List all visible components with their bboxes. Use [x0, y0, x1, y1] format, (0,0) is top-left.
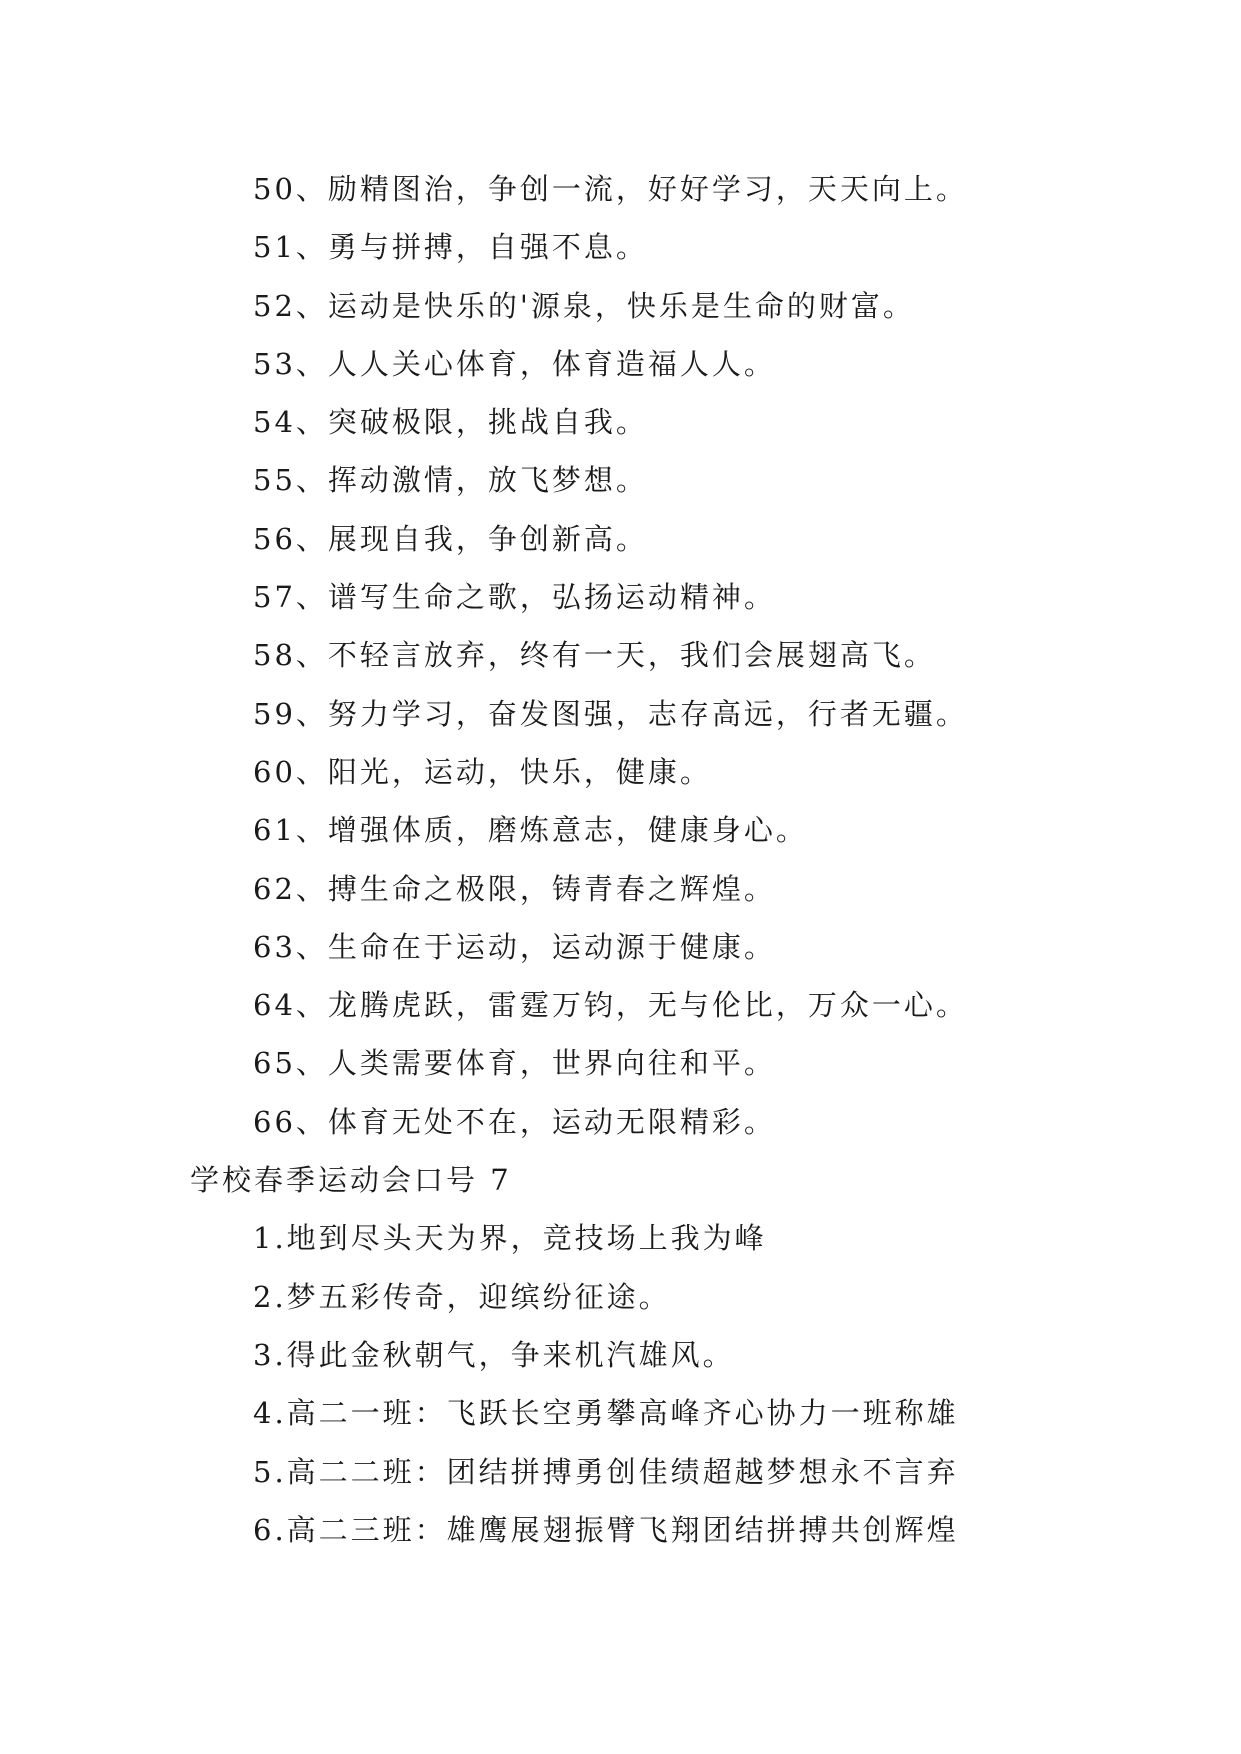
slogan-line: 58、不轻言放弃，终有一天，我们会展翅高飞。 — [253, 638, 936, 673]
slogan-line: 65、人类需要体育，世界向往和平。 — [253, 1046, 776, 1081]
slogan-line: 63、生命在于运动，运动源于健康。 — [253, 929, 776, 964]
slogan-line: 55、挥动激情，放飞梦想。 — [253, 463, 648, 498]
slogan-line: 52、运动是快乐的'源泉，快乐是生命的财富。 — [253, 288, 915, 323]
slogan-line: 4.高二一班：飞跃长空勇攀高峰齐心协力一班称雄 — [253, 1396, 959, 1431]
slogan-line: 51、勇与拼搏，自强不息。 — [253, 230, 648, 265]
section-heading: 学校春季运动会口号 7 — [190, 1163, 512, 1198]
slogan-line: 5.高二二班：团结拼搏勇创佳绩超越梦想永不言弃 — [253, 1454, 959, 1489]
slogan-line: 62、搏生命之极限，铸青春之辉煌。 — [253, 871, 776, 906]
slogan-line: 2.梦五彩传奇，迎缤纷征途。 — [253, 1279, 671, 1314]
slogan-line: 54、突破极限，挑战自我。 — [253, 405, 648, 440]
slogan-line: 50、励精图治，争创一流，好好学习，天天向上。 — [253, 172, 968, 206]
slogan-line: 3.得此金秋朝气，争来机汽雄风。 — [253, 1337, 735, 1372]
slogan-line: 61、增强体质，磨炼意志，健康身心。 — [253, 813, 808, 848]
slogan-line: 66、体育无处不在，运动无限精彩。 — [253, 1104, 776, 1139]
slogan-line: 59、努力学习，奋发图强，志存高远，行者无疆。 — [253, 696, 968, 731]
slogan-line: 60、阳光，运动，快乐，健康。 — [253, 754, 712, 789]
slogan-line: 53、人人关心体育，体育造福人人。 — [253, 346, 776, 381]
slogan-line: 6.高二三班：雄鹰展翅振臂飞翔团结拼搏共创辉煌 — [253, 1512, 959, 1547]
document-body — [0, 160, 1241, 1559]
slogan-line: 57、谱写生命之歌，弘扬运动精神。 — [253, 580, 776, 615]
slogan-line: 64、龙腾虎跃，雷霆万钧，无与伦比，万众一心。 — [253, 988, 968, 1023]
slogan-line: 56、展现自我，争创新高。 — [253, 521, 648, 556]
slogan-line: 1.地到尽头天为界，竞技场上我为峰 — [253, 1221, 767, 1256]
